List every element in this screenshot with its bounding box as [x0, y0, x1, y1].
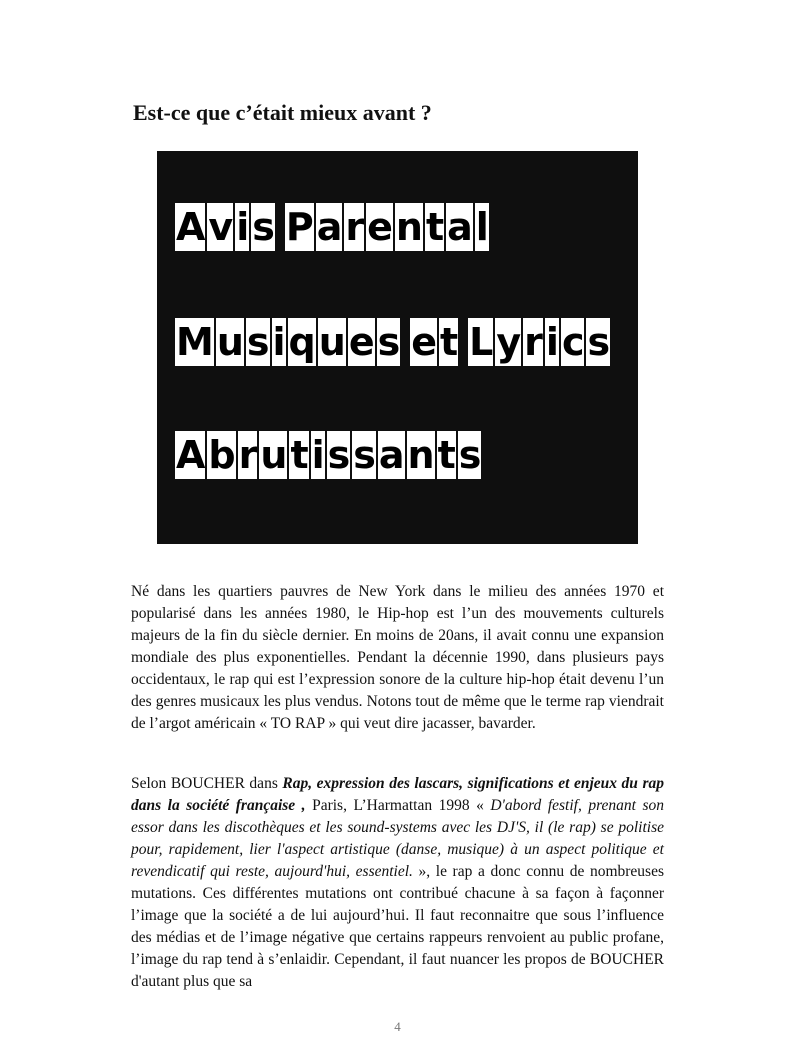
citation-intro: Selon BOUCHER dans: [131, 775, 283, 792]
book-title: Rap, expression des lascars, significations et enjeux du rap dans la société française ,: [131, 775, 664, 814]
poster-letter-tile: u: [216, 318, 246, 366]
poster-letter-tile: e: [366, 203, 395, 251]
poster-word: [175, 203, 277, 251]
publisher-info: Paris, L’Harmattan 1998 «: [305, 797, 491, 814]
poster-letter-tile: q: [288, 318, 318, 366]
poster-letter-tile: t: [289, 431, 310, 479]
poster-word: [175, 431, 483, 479]
poster-letter-tile: s: [352, 431, 378, 479]
poster-letter-tile: a: [316, 203, 345, 251]
poster-letter-tile: M: [175, 318, 216, 366]
poster-letter-tile: i: [545, 318, 561, 366]
poster-line-1: [175, 203, 499, 251]
poster-letter-tile: A: [175, 203, 207, 251]
poster-letter-tile: l: [475, 203, 491, 251]
poster-letter-tile: y: [495, 318, 523, 366]
parental-advisory-poster: [157, 151, 638, 544]
poster-word: [410, 318, 460, 366]
poster-letter-tile: n: [395, 203, 425, 251]
poster-letter-tile: P: [285, 203, 316, 251]
page-title: Est-ce que c’était mieux avant ?: [133, 100, 432, 125]
poster-letter-tile: e: [410, 318, 439, 366]
poster-letter-tile: s: [586, 318, 612, 366]
poster-word: [285, 203, 491, 251]
poster-letter-tile: r: [238, 431, 260, 479]
poster-word: [175, 318, 402, 366]
poster-letter-tile: e: [348, 318, 377, 366]
poster-letter-tile: i: [235, 203, 251, 251]
poster-letter-tile: s: [458, 431, 484, 479]
citation-rest: », le rap a donc connu de nombreuses mutations. Ces différentes mutations ont contribué chacune à sa façon à façonner l’image que la société a de lui aujourd’hui. Il faut reconnaitre que sous l’influence des médias et de l’image négative que certains rappeurs renvoient au public profane, l’image du rap tend à s’enlaidir. Cependant, il faut nuancer les propos de BOUCHER d'autant plus que sa: [131, 863, 664, 990]
poster-letter-tile: b: [207, 431, 237, 479]
poster-letter-tile: n: [407, 431, 437, 479]
poster-line-3: [175, 431, 491, 479]
poster-letter-tile: r: [523, 318, 545, 366]
page-number: 4: [394, 1019, 401, 1034]
poster-letter-tile: s: [251, 203, 277, 251]
paragraph-boucher-citation: [131, 773, 664, 993]
poster-letter-tile: u: [259, 431, 289, 479]
poster-word: [468, 318, 612, 366]
poster-letter-tile: c: [561, 318, 587, 366]
poster-letter-tile: a: [378, 431, 407, 479]
poster-letter-tile: i: [311, 431, 327, 479]
poster-letter-tile: L: [468, 318, 495, 366]
poster-letter-tile: t: [437, 431, 458, 479]
paragraph-hip-hop-origins: Né dans les quartiers pauvres de New York dans le milieu des années 1970 et popularisé dans les années 1980, le Hip-hop est l’un des mouvements culturels majeurs de la fin du siècle dernier. En moins de 20ans, il avait connu une expansion mondiale des plus exponentielles. Pendant la décennie 1990, dans plusieurs pays occidentaux, le rap qui est l’expression sonore de la culture hip-hop était devenu l’un des genres musicaux les plus vendus. Notons tout de même que le terme rap viendrait de l’argot américain « TO RAP » qui veut dire jacasser, bavarder.: [131, 583, 664, 732]
poster-letter-tile: t: [439, 318, 460, 366]
poster-letter-tile: u: [318, 318, 348, 366]
poster-line-2: [175, 318, 620, 366]
poster-letter-tile: t: [425, 203, 446, 251]
poster-letter-tile: v: [207, 203, 235, 251]
poster-letter-tile: A: [175, 431, 207, 479]
poster-letter-tile: s: [377, 318, 403, 366]
poster-letter-tile: r: [344, 203, 366, 251]
poster-letter-tile: s: [327, 431, 353, 479]
poster-letter-tile: a: [446, 203, 475, 251]
poster-letter-tile: s: [246, 318, 272, 366]
poster-letter-tile: i: [272, 318, 288, 366]
boucher-quote: D'abord festif, prenant son essor dans les discothèques et les sound-systems avec les DJ'S, il (le rap) se politise pour, rapidement, lier l'aspect artistique (danse, musique) à un aspect politique et revendicatif qui reste, aujourd'hui, essentiel.: [131, 797, 665, 880]
